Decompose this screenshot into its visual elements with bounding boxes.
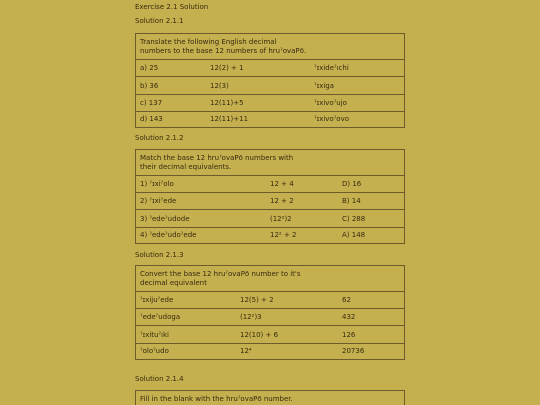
row-answer: 432 xyxy=(342,313,356,321)
section-title: Solution 2.1.3 xyxy=(135,251,184,259)
prompt-line: Translate the following English decimal xyxy=(140,38,277,46)
prompt-line: numbers to the base 12 numbers of hruˀovaPō. xyxy=(140,47,307,55)
row-answer: 62 xyxy=(342,296,351,304)
section-title: Solution 2.1.4 xyxy=(135,375,184,383)
row-answer: 20736 xyxy=(342,347,365,355)
table-row xyxy=(136,176,404,193)
section-title: Solution 2.1.2 xyxy=(135,134,184,142)
row-answer: ˀɪxivoˀujo xyxy=(314,99,347,107)
table-row xyxy=(136,210,404,228)
row-label: ˀɪxijuˀede xyxy=(140,296,174,304)
prompt-line: decimal equivalent xyxy=(140,279,207,287)
row-expression: (12²)3 xyxy=(240,313,262,321)
translation-table xyxy=(135,33,405,128)
prompt-line: Match the base 12 hruˀovaPō numbers with xyxy=(140,154,294,162)
row-expression: 12(10) + 6 xyxy=(240,331,279,339)
prompt-line: their decimal equivalents. xyxy=(140,163,232,171)
exercise-title: Exercise 2.1 Solution xyxy=(135,3,209,11)
table-row xyxy=(136,344,404,359)
table-row xyxy=(136,292,404,309)
row-expression: (12²)2 xyxy=(270,215,292,223)
row-label: 2) ˀɪxiˀede xyxy=(140,197,177,205)
row-answer: ˀɪxideˀıchi xyxy=(314,64,349,72)
table-row xyxy=(136,309,404,326)
table-prompt xyxy=(136,391,404,405)
row-expression: 12(11)+5 xyxy=(210,99,244,107)
table-row xyxy=(136,60,404,77)
row-answer: A) 148 xyxy=(342,231,366,239)
table-prompt xyxy=(136,150,404,176)
table-row xyxy=(136,193,404,210)
row-expression: 12⁴ xyxy=(240,347,252,355)
row-answer: 126 xyxy=(342,331,356,339)
table-row xyxy=(136,326,404,344)
row-label: 3) ˀedeˀudode xyxy=(140,215,190,223)
row-label: d) 143 xyxy=(140,115,163,123)
row-answer: B) 14 xyxy=(342,197,361,205)
row-answer: D) 16 xyxy=(342,180,362,188)
row-answer: C) 288 xyxy=(342,215,366,223)
row-expression: 12(2) + 1 xyxy=(210,64,244,72)
fill-in-table xyxy=(135,390,405,405)
row-expression: 12² + 2 xyxy=(270,231,297,239)
prompt-line: Fill in the blank with the hruˀovaPō number. xyxy=(140,395,293,403)
table-row xyxy=(136,228,404,243)
table-row xyxy=(136,77,404,95)
row-expression: 12(3) xyxy=(210,82,229,90)
row-label: b) 36 xyxy=(140,82,159,90)
row-label: ˀedeˀudoga xyxy=(140,313,181,321)
conversion-table xyxy=(135,265,405,360)
row-label: ˀɪxituˀıki xyxy=(140,331,169,339)
row-expression: 12 + 2 xyxy=(270,197,294,205)
row-label: ˀoloˀudo xyxy=(140,347,169,355)
table-row xyxy=(136,95,404,112)
row-label: a) 25 xyxy=(140,64,159,72)
row-expression: 12(11)+11 xyxy=(210,115,249,123)
row-label: c) 137 xyxy=(140,99,163,107)
row-expression: 12(5) + 2 xyxy=(240,296,274,304)
prompt-line: Convert the base 12 hruˀovaPō number to it's xyxy=(140,270,301,278)
matching-table xyxy=(135,149,405,244)
row-answer: ˀɪxivoˀovo xyxy=(314,115,349,123)
section-title: Solution 2.1.1 xyxy=(135,17,184,25)
table-prompt xyxy=(136,34,404,60)
table-prompt xyxy=(136,266,404,292)
row-label: 4) ˀedeˀudoˀede xyxy=(140,231,197,239)
table-row xyxy=(136,112,404,127)
row-expression: 12 + 4 xyxy=(270,180,294,188)
row-label: 1) ˀɪxiˀolo xyxy=(140,180,174,188)
row-answer: ˀɪxiga xyxy=(314,82,335,90)
